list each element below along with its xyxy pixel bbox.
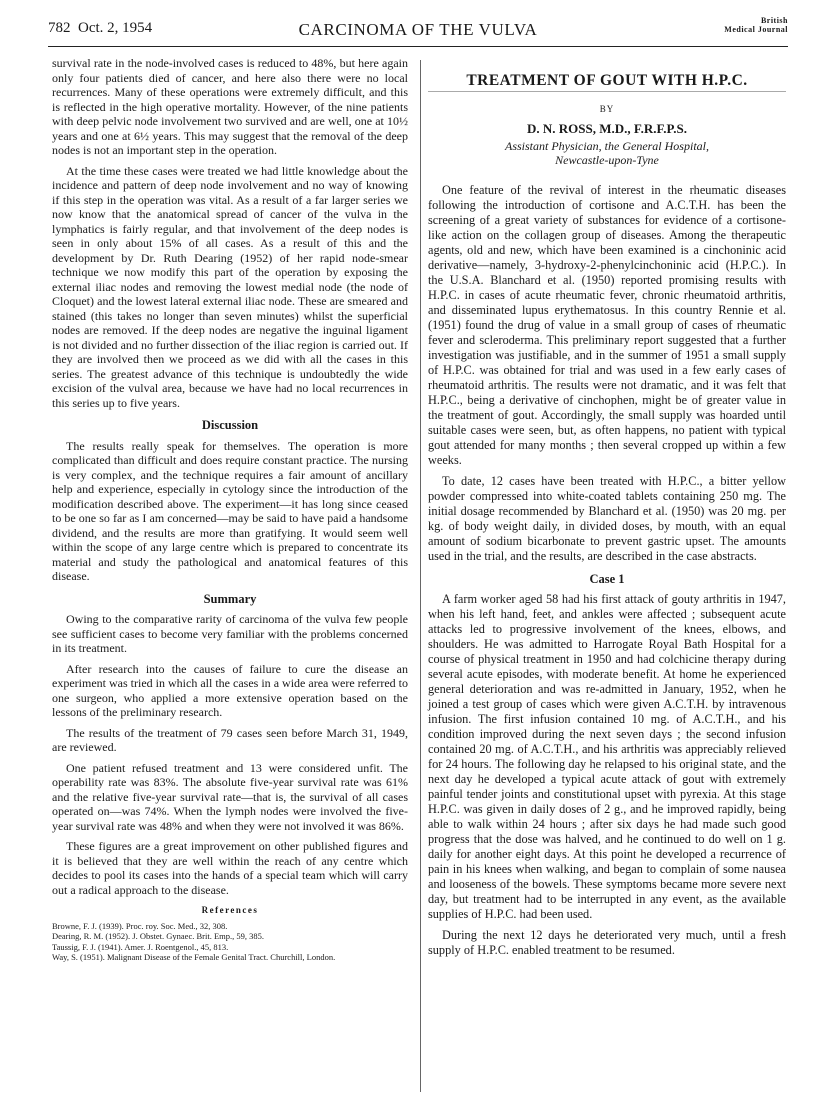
summary-paragraph: Owing to the comparative rarity of carcinoma of the vulva few people see sufficient cases to become very familiar with the problems concerned in its treatment. [52,612,408,655]
reference-item: Way, S. (1951). Malignant Disease of the Female Genital Tract. Churchill, London. [52,952,336,962]
reference-item: Browne, F. J. (1939). Proc. roy. Soc. Med., 32, 308. [52,920,228,931]
summary-paragraph: After research into the causes of failure to cure the disease an experiment was tried in which all the cases in a wide area were referred to one surgeon, who applied a more extensive operation based on the lessons of the preliminary research. [52,661,408,719]
author-affiliation: Assistant Physician, the General Hospital, Newcastle-upon-Tyne [505,138,709,167]
article-author: D. N. ROSS, M.D., F.R.F.P.S. [526,121,687,136]
article-title: TREATMENT OF GOUT WITH H.P.C. [428,74,786,92]
column-divider [420,60,421,1092]
paragraph: survival rate in the node-involved cases is reduced to 48%, but here again only four patients died of cancer, and here also there were no local recurrences. Many of these operations were extremely difficult, and this is reflected in the high operative mortality. However, of the nine patients with deep pelvic node involvement two survived and are well, one at 10½ years and one at 6½ years. This may suggest that the removal of the deep nodes is not an important step in the operation. [52,56,408,157]
paragraph: During the next 12 days he deteriorated very much, until a fresh supply of H.P.C. enabled treatment to be resumed. [428,928,786,957]
byline-by: BY [599,103,615,114]
discussion-heading: Discussion [201,418,259,432]
journal-name: British Medical Journal [724,16,788,34]
paragraph: One feature of the revival of interest in the rheumatic diseases following the introduction of cortisone and A.C.T.H. has been the screening of a great variety of substances for evidence of a cortisone-like action on the collagen group of diseases. Among the therapeutic agents, old and new, which have been examined is a cinchoninic acid derivative—namely, 3-hydroxy-2-phenylcinchoninic acid (H.P.C.). In the U.S.A. Blanchard et al. (1950) reported promising results with H.P.C. in cases of acute rheumatic fever, chronic rheumatoid arthritis, and disseminated lupus erythematosus. In this country Rennie et al. (1951) found the drug of value in a small group of cases of rheumatic fever and scleroderma. This preliminary report suggested that a further investigation was justifiable, and in the summer of 1951 a small supply of H.P.C. was obtained for trial and was used in a few early cases of rheumatoid arthritis. The results were not dramatic, and it was felt that H.P.C., being a derivative of cinchophen, might be of greater value in the treatment of gout. Accordingly, the small supply was hoarded until suitable cases were seen, but, as often happens, no patient with typical gout attended for many months ; then several cropped up within a few weeks. [428,182,786,467]
case-heading: Case 1 [589,571,625,586]
summary-paragraph: These figures are a great improvement on other published figures and it is believed that they are well within the reach of any centre which decides to pool its cases into the hands of a special team which will carry out a radical approach to the disease. [52,839,408,897]
header-rule [48,46,788,47]
page-number-and-date: 782 Oct. 2, 1954 [48,20,153,36]
summary-heading: Summary [203,591,257,606]
paragraph: At the time these cases were treated we had little knowledge about the incidence and pattern of deep node involvement and no way of knowing if this step in the operation was vital. As a result of a far larger series we now know that the anatomical spread of cancer of the vulva in the lymphatics is fairly regular, and that involvement of the deep nodes is seen in only about 15% of all cases. As a result of this and the development by Dr. Ruth Dearing (1952) of her rapid node-smear technique we now modify this part of the operation by exposing the external iliac nodes and removing the lowest medial node (the node of Cloquet) and the lowest lateral external iliac node. These are smeared and stained (this takes no longer than seven minutes) whilst the superficial nodes are removed. If the deep nodes are negative the inguinal ligament is not divided and no further dissection of the iliac region is carried out. If they are involved then we proceed as we did with all the cases in this series. The greatest advance of this technique is undoubtedly the wide excision of the vulval area, because we have had no local recurrences in this series up to five years. [52,163,408,410]
paragraph: To date, 12 cases have been treated with H.P.C., a bitter yellow powder compressed into white-coated tablets containing 250 mg. The initial dosage recommended by Blanchard et al. (1950) was 20 mg. per kg. of body weight daily, in divided doses, by mouth, with an equal amount of sodium bicarbonate to prevent gastric upset. The amounts used in the trial, and the results, are described in the case abstracts. [428,473,786,563]
paragraph: The results really speak for themselves. The operation is more complicated than difficult and does require constant practice. The nursing is very complex, and the technique requires a fair amount of ancillary help and experience, especially in cytology since the introduction of the modification described above. The experiment—it has long since ceased to be one so far as I am concerned—may be said to have paid a handsome dividend, and the results are more than gratifying. It would seem well within the scope of any large centre which is prepared to concentrate its material and study the pathological and anatomical features of this disease. [52,438,408,583]
reference-item: Dearing, R. M. (1952). J. Obstet. Gynaec. Brit. Emp., 59, 385. [52,931,264,941]
left-column [52,56,408,963]
running-title: CARCINOMA OF THE VULVA [298,20,538,39]
reference-item: Taussig, F. J. (1941). Amer. J. Roentgenol., 45, 813. [52,941,229,952]
summary-paragraph: One patient refused treatment and 13 were considered unfit. The operability rate was 83%. The absolute five-year survival rate was 61% and the relative five-year survival rate—that is, the survival of all cases operated on—was 74%. When the lymph nodes were involved the five-year survival rate was 48% and when they were not involved it was 86%. [52,760,408,833]
right-column [428,56,786,964]
paragraph: A farm worker aged 58 had his first attack of gouty arthritis in 1947, when his left hand, feet, and ankles were affected ; subsequent acute attacks led to progressive involvement of the knees, elbows, and shoulders. He was admitted to Harrogate Royal Bath Hospital for a course of physical treatment in 1950 and had colchicine therapy during several acute episodes, with moderate benefit. At home he experienced general deterioration and was re-admitted in January, 1952, when he joined a test group of cases which were given A.C.T.H. by intravenous infusion. The first infusion contained 10 mg. of A.C.T.H., and his condition improved during the next seven days ; the second infusion contained 20 mg. of A.C.T.H., and his arthritis was appreciably relieved for 24 hours. The following day he relapsed to his original state, and the next day he developed a typical acute attack of gout with extremely painful tender joints and constitutional upset with pyrexia. At this stage H.P.C. was given in daily doses of 2 g., and he improved rapidly, being able to walk within 24 hours ; after six days he had made such good progress that the dose was halved, and he continued to do well on 1 g. daily for another eight days. At this point he developed a recurrence of pain in his knees when walking, and began to complain of some nausea and looseness of the bowels. These symptoms became more severe next day, but treatment had to be interrupted in any event, as the available supplies of H.P.C. had been used. [428,592,786,921]
references-heading: References [201,905,259,915]
page-header [48,14,788,46]
summary-paragraph: The results of the treatment of 79 cases seen before March 31, 1949, are reviewed. [52,725,408,754]
